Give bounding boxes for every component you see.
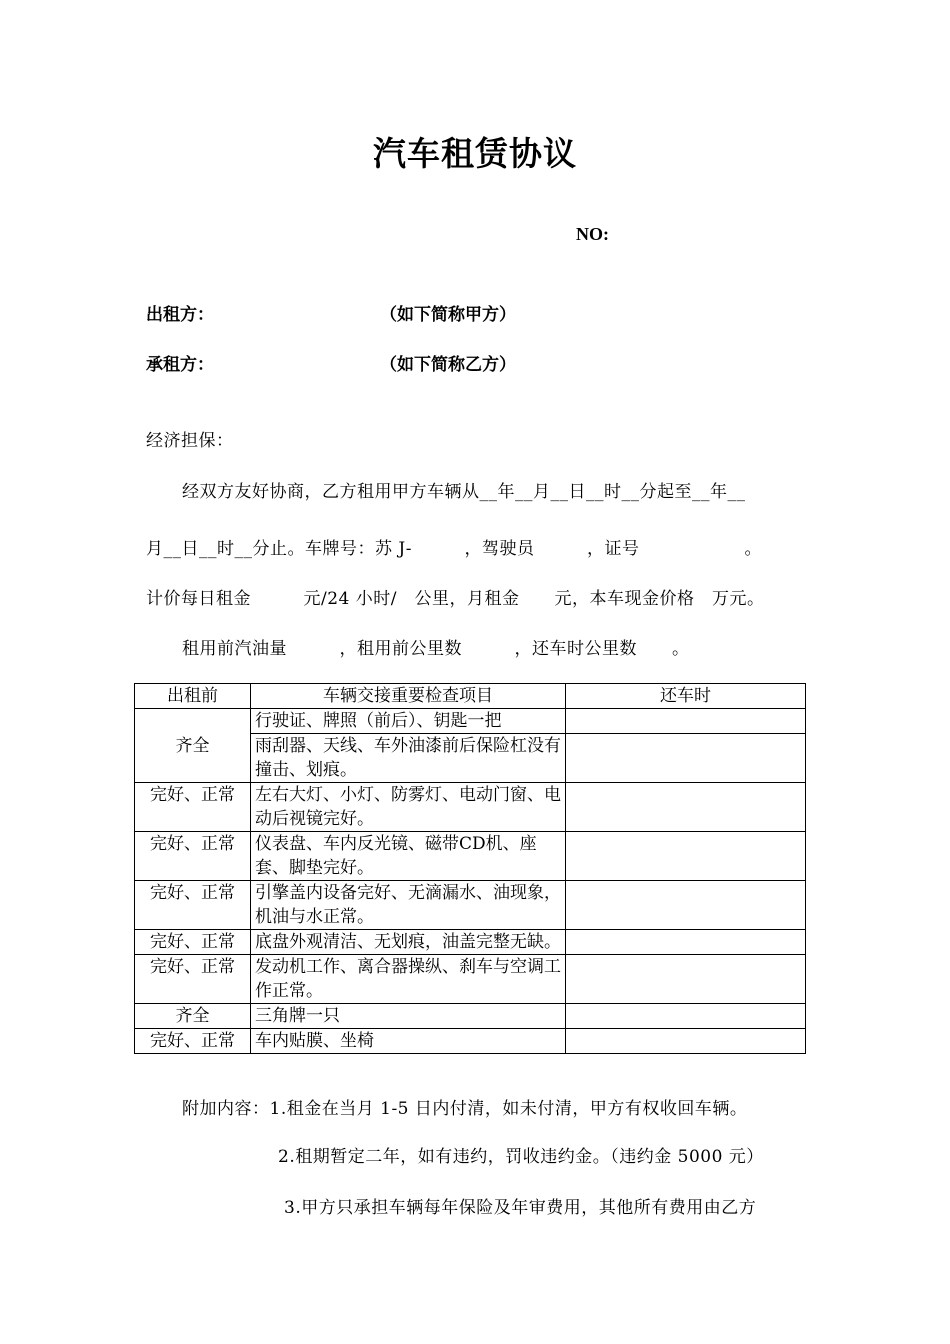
appendix-item-1: 附加内容：1.租金在当月 1-5 日内付清，如未付清，甲方有权收回车辆。: [182, 1099, 748, 1119]
item-cell: 引擎盖内设备完好、无滴漏水、油现象，机油与水正常。: [251, 881, 566, 930]
item-cell: 行驶证、牌照（前后）、钥匙一把: [251, 709, 566, 734]
inspection-table: [134, 683, 806, 1054]
item-cell: 底盘外观清洁、无划痕，油盖完整无缺。: [251, 930, 566, 955]
table-row: [135, 1029, 806, 1054]
table-row: [135, 832, 806, 881]
status-cell: 完好、正常: [135, 930, 251, 955]
status-cell: 完好、正常: [135, 881, 251, 930]
return-cell: [566, 734, 806, 783]
return-cell: [566, 881, 806, 930]
table-row: [135, 930, 806, 955]
item-cell: 仪表盘、车内反光镜、磁带CD机、座套、脚垫完好。: [251, 832, 566, 881]
header-inspection-item: 车辆交接重要检查项目: [251, 684, 566, 709]
header-on-return: 还车时: [566, 684, 806, 709]
guarantee-label: 经济担保：: [146, 431, 234, 451]
status-cell: 完好、正常: [135, 955, 251, 1004]
item-cell: 车内贴膜、坐椅: [251, 1029, 566, 1054]
return-cell: [566, 1004, 806, 1029]
item-cell: 雨刮器、天线、车外油漆前后保险杠没有撞击、划痕。: [251, 734, 566, 783]
table-header-row: [135, 684, 806, 709]
status-cell: 齐全: [135, 709, 251, 783]
appendix-item-2: 2.租期暂定二年，如有违约，罚收违约金。（违约金 5000 元）: [278, 1147, 764, 1167]
table-row: [135, 783, 806, 832]
status-cell: 齐全: [135, 1004, 251, 1029]
lessor-note: （如下简称甲方）: [380, 305, 516, 325]
paragraph-line-4: 租用前汽油量 ，租用前公里数 ，还车时公里数 。: [182, 639, 690, 659]
status-cell: 完好、正常: [135, 832, 251, 881]
item-cell: 发动机工作、离合器操纵、刹车与空调工作正常。: [251, 955, 566, 1004]
paragraph-line-1: 经双方友好协商，乙方租用甲方车辆从__年__月__日__时__分起至__年__: [182, 482, 746, 502]
item-cell: 左右大灯、小灯、防雾灯、电动门窗、电动后视镜完好。: [251, 783, 566, 832]
header-before-rental: 出租前: [135, 684, 251, 709]
status-cell: 完好、正常: [135, 783, 251, 832]
item-cell: 三角牌一只: [251, 1004, 566, 1029]
document-title: 汽车租赁协议: [373, 134, 577, 173]
contract-number-label: NO:: [576, 224, 609, 244]
table-row: [135, 709, 806, 734]
return-cell: [566, 709, 806, 734]
return-cell: [566, 832, 806, 881]
status-cell: 完好、正常: [135, 1029, 251, 1054]
return-cell: [566, 1029, 806, 1054]
table-row: [135, 1004, 806, 1029]
paragraph-line-2: 月__日__时__分止。车牌号：苏 J- ，驾驶员 ，证号 。: [146, 539, 762, 559]
return-cell: [566, 783, 806, 832]
table-row: [135, 955, 806, 1004]
table-row: [135, 881, 806, 930]
lessor-label: 出租方：: [146, 305, 214, 325]
return-cell: [566, 930, 806, 955]
lessee-label: 承租方：: [146, 355, 214, 375]
appendix-item-3: 3.甲方只承担车辆每年保险及年审费用，其他所有费用由乙方: [284, 1198, 757, 1218]
return-cell: [566, 955, 806, 1004]
paragraph-line-3: 计价每日租金 元/24 小时/ 公里，月租金 元，本车现金价格 万元。: [146, 589, 765, 609]
lessee-note: （如下简称乙方）: [380, 355, 516, 375]
